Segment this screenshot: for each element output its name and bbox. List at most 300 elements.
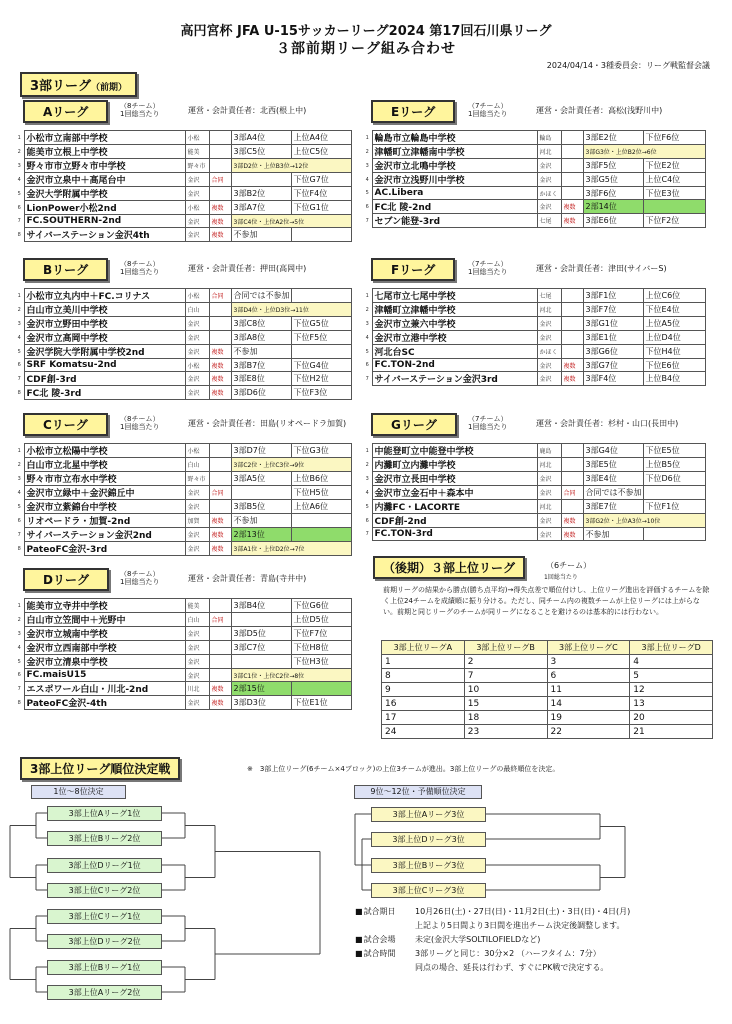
team-prev: 下位H8位 — [291, 641, 352, 655]
left-bracket-label: 1位〜8位決定 — [31, 785, 126, 799]
schedule-key: ■ 試合期日 — [355, 905, 415, 919]
row-number: 6 — [17, 672, 21, 678]
team-area: 野々市 — [185, 472, 209, 486]
team-area: 金沢 — [537, 173, 561, 187]
team-name: サイバーステーション金沢2nd — [24, 528, 185, 542]
team-area: 小松 — [185, 359, 209, 372]
team-status: 不参加 — [583, 528, 643, 541]
team-status: 3部B5位 — [231, 500, 291, 514]
upper-cell: 10 — [464, 683, 547, 697]
upper-rule: 1回総当たり — [544, 574, 578, 581]
upper-note: 前期リーグの結果から勝点(勝ち点平均)→得失点差で順位付けし、上位リーグ進出を評価するチームを除く上位24チームを成績順に振り分ける。ただし、同チーム内の複数チームが上位リーグには上がらない。前期と同じリーグのチームが同リーグになることを避けるのは基本的には行わない。 — [383, 586, 710, 616]
team-name: CDF創-2nd — [372, 514, 537, 528]
league-c-manager: 運営・会計責任者：田島(リオペードラ加賀) — [188, 419, 347, 428]
team-status: 不参加 — [231, 514, 291, 528]
row-number: 1 — [17, 602, 21, 609]
team-name: 金沢市立浅野川中学校 — [372, 173, 537, 187]
team-area: 金沢 — [185, 641, 209, 655]
team-name: FC.SOUTHERN-2nd — [24, 215, 185, 228]
row-number: 7 — [17, 375, 21, 382]
team-status: 3部G2位・上位A3位→10位 — [583, 514, 706, 528]
team-badge: 複数 — [209, 682, 231, 696]
team-status: 合同では不参加 — [583, 486, 643, 500]
row-number: 5 — [365, 348, 369, 355]
title-sub: ３部前期リーグ組み合わせ — [276, 41, 456, 57]
upper-cell: 4 — [630, 655, 713, 669]
row-number: 3 — [365, 320, 369, 327]
team-status: 3部C4位・上位A2位→5位 — [231, 215, 352, 228]
row-number: 5 — [17, 658, 21, 665]
row-number: 3 — [365, 475, 369, 482]
team-status: 3部D4位・上位D3位→11位 — [231, 303, 352, 317]
team-status: 3部D6位 — [231, 386, 291, 400]
league-g-label: Gリーグ — [371, 413, 457, 436]
ranking-note: ※ 3部上位リーグ(6チーム×4ブロック)の上位3チームが進出。3部上位リーグの最終順位を決定。 — [247, 765, 560, 773]
row-number: 4 — [17, 489, 21, 496]
team-name: 金沢市立紫錦台中学校 — [24, 500, 185, 514]
team-status: 3部A7位 — [231, 201, 291, 215]
league-f-label: Fリーグ — [371, 258, 455, 281]
team-prev: 下位F1位 — [643, 500, 706, 514]
row-number: 6 — [365, 362, 369, 368]
league-d-label: Dリーグ — [23, 568, 109, 591]
team-area: 金沢 — [185, 228, 209, 242]
team-name: SRF Komatsu-2nd — [24, 359, 185, 372]
row-number: 2 — [17, 148, 21, 155]
team-area: 金沢 — [185, 386, 209, 400]
row-number: 8 — [17, 545, 21, 552]
team-status: 3部F7位 — [583, 303, 643, 317]
row-number: 5 — [17, 190, 21, 197]
bracket-seed: 3部上位Cリーグ3位 — [371, 883, 486, 898]
team-prev: 上位D5位 — [291, 613, 352, 627]
team-status: 3部E8位 — [231, 372, 291, 386]
team-badge: 合同 — [209, 486, 231, 500]
team-status: 3部A8位 — [231, 331, 291, 345]
team-name: セブン能登-3rd — [372, 214, 537, 228]
team-status: 3部G4位 — [583, 444, 643, 458]
row-number: 5 — [17, 348, 21, 355]
team-area: 川北 — [185, 682, 209, 696]
team-area: 金沢 — [185, 187, 209, 201]
row-number: 1 — [17, 292, 21, 299]
team-name: 小松市立丸内中＋FC.コリナス — [24, 289, 185, 303]
row-number: 5 — [365, 503, 369, 510]
bracket-seed: 3部上位Bリーグ3位 — [371, 858, 486, 873]
league-a-manager: 運営・会計責任者：北西(根上中) — [188, 106, 307, 115]
row-number: 1 — [17, 447, 21, 454]
team-prev: 上位C4位 — [643, 173, 706, 187]
team-name: FC.TON-3rd — [372, 528, 537, 541]
team-area: 白山 — [185, 458, 209, 472]
team-status: 不参加 — [231, 228, 291, 242]
row-number: 5 — [17, 503, 21, 510]
team-area: 金沢 — [537, 200, 561, 214]
team-prev: 上位A4位 — [291, 131, 352, 145]
row-number: 6 — [17, 204, 21, 211]
row-number: 4 — [365, 334, 369, 341]
team-status: 3部D5位 — [231, 627, 291, 641]
team-badge: 合同 — [209, 613, 231, 627]
team-name: 金沢市立長田中学校 — [372, 472, 537, 486]
team-area: 金沢 — [185, 500, 209, 514]
team-prev: 上位A6位 — [291, 500, 352, 514]
team-name: FC.maisU15 — [24, 669, 185, 682]
team-area: 金沢 — [185, 345, 209, 359]
team-name: サイバーステーション金沢3rd — [372, 372, 537, 386]
upper-cell: 9 — [382, 683, 465, 697]
team-status: 3部G6位 — [583, 345, 643, 359]
team-status: 3部F4位 — [583, 372, 643, 386]
row-number: 1 — [365, 134, 369, 141]
team-area: 金沢 — [185, 669, 209, 682]
team-status: 3部C7位 — [231, 641, 291, 655]
team-status: 3部E1位 — [583, 331, 643, 345]
league-d-manager: 運営・会計責任者：青島(寺井中) — [188, 574, 307, 583]
row-number: 3 — [17, 162, 21, 169]
team-area: 金沢 — [537, 528, 561, 541]
schedule-row — [355, 919, 715, 933]
schedule-row — [355, 947, 715, 961]
team-name: 白山市立北星中学校 — [24, 458, 185, 472]
team-prev: 上位B6位 — [291, 472, 352, 486]
team-name: FC.TON-2nd — [372, 359, 537, 372]
team-badge: 合同 — [561, 486, 583, 500]
upper-cell: 11 — [547, 683, 630, 697]
team-name: 野々市市立野々市中学校 — [24, 159, 185, 173]
upper-cell: 18 — [464, 711, 547, 725]
team-name: 金沢市立清泉中学校 — [24, 655, 185, 669]
team-name: 金沢市立西南部中学校 — [24, 641, 185, 655]
row-number: 6 — [17, 362, 21, 368]
team-badge: 複数 — [209, 542, 231, 556]
team-status: 2部15位 — [231, 682, 291, 696]
team-name: 中能登町立中能登中学校 — [372, 444, 537, 458]
team-name: 内灘町立内灘中学校 — [372, 458, 537, 472]
team-status: 3部A1位・上位D2位→7位 — [231, 542, 352, 556]
team-badge: 複数 — [209, 228, 231, 242]
team-name: 金沢大学附属中学校 — [24, 187, 185, 201]
bracket-seed: 3部上位Cリーグ1位 — [47, 909, 162, 924]
team-badge: 複数 — [209, 345, 231, 359]
team-status: 2部14位 — [583, 200, 643, 214]
team-area: 河北 — [537, 303, 561, 317]
upper-cell: 5 — [630, 669, 713, 683]
team-status: 3部C2位・上位C3位→9位 — [231, 458, 352, 472]
team-area: 野々市 — [185, 159, 209, 173]
row-number: 3 — [365, 162, 369, 169]
schedule-value: 10月26日(土)・27日(日)・11月2日(土)・3日(日)・4日(月) — [415, 907, 631, 916]
row-number: 2 — [17, 461, 21, 468]
team-status: 3部C5位 — [231, 145, 291, 159]
team-name: AC.Libera — [372, 187, 537, 200]
row-number: 3 — [17, 630, 21, 637]
team-area: 金沢 — [185, 317, 209, 331]
schedule-value: 同点の場合、延長は行わず、すぐにPK戦で決定する。 — [415, 963, 609, 972]
bracket-seed: 3部上位Dリーグ2位 — [47, 934, 162, 949]
team-prev: 下位G3位 — [291, 444, 352, 458]
team-prev: 下位F2位 — [643, 214, 706, 228]
row-number: 7 — [365, 531, 369, 537]
team-name: 金沢市立城南中学校 — [24, 627, 185, 641]
league-f-manager: 運営・会計責任者：津田(サイバーS) — [536, 264, 667, 273]
league-a-label: Aリーグ — [23, 100, 108, 123]
team-status: 3部F5位 — [583, 159, 643, 173]
schedule-value: 未定(金沢大学SOLTILOFIELDなど) — [415, 935, 541, 944]
team-prev: 下位E5位 — [643, 444, 706, 458]
team-status: 3部D7位 — [231, 444, 291, 458]
team-area: 金沢 — [537, 372, 561, 386]
team-area: 小松 — [185, 289, 209, 303]
team-status: 3部E2位 — [583, 131, 643, 145]
team-area: 白山 — [185, 303, 209, 317]
team-area: 七尾 — [537, 289, 561, 303]
row-number: 4 — [17, 334, 21, 341]
team-name: 金沢学院大学附属中学校2nd — [24, 345, 185, 359]
team-area: 金沢 — [185, 696, 209, 710]
team-name: 金沢市立北鳴中学校 — [372, 159, 537, 173]
team-prev: 下位F3位 — [291, 386, 352, 400]
team-name: FC北 陵-2nd — [372, 200, 537, 214]
upper-cell: 12 — [630, 683, 713, 697]
schedule-key: ■ 試合会場 — [355, 933, 415, 947]
team-prev: 下位F5位 — [291, 331, 352, 345]
team-status: 3部E5位 — [583, 458, 643, 472]
team-prev: 下位E6位 — [643, 359, 706, 372]
team-name: 七尾市立七尾中学校 — [372, 289, 537, 303]
upper-header: 3部上位リーグB — [464, 641, 547, 655]
team-name: 能美市立根上中学校 — [24, 145, 185, 159]
team-area: 金沢 — [537, 514, 561, 528]
row-number: 5 — [365, 190, 369, 196]
team-prev: 下位D6位 — [643, 472, 706, 486]
row-number: 8 — [17, 389, 21, 396]
team-name: リオペードラ・加賀-2nd — [24, 514, 185, 528]
team-area: かほく — [537, 345, 561, 359]
team-name: 野々市市立布水中学校 — [24, 472, 185, 486]
team-badge: 複数 — [209, 215, 231, 228]
team-status: 3部A5位 — [231, 472, 291, 486]
team-area: 金沢 — [185, 528, 209, 542]
team-name: 白山市立笠間中＋光野中 — [24, 613, 185, 627]
team-badge: 複数 — [561, 514, 583, 528]
row-number: 4 — [17, 644, 21, 651]
team-badge: 複数 — [209, 372, 231, 386]
team-status: 3部C8位 — [231, 317, 291, 331]
team-status: 3部E6位 — [583, 214, 643, 228]
schedule-value: 3部リーグと同じ：30分×2 （ハーフタイム：7分） — [415, 949, 601, 958]
team-badge: 複数 — [209, 201, 231, 215]
team-name: 金沢市立高岡中学校 — [24, 331, 185, 345]
row-number: 1 — [365, 447, 369, 454]
row-number: 2 — [365, 148, 369, 155]
upper-cell: 6 — [547, 669, 630, 683]
team-prev: 下位G5位 — [291, 317, 352, 331]
team-badge: 合同 — [209, 289, 231, 303]
team-prev: 下位G6位 — [291, 599, 352, 613]
upper-cell: 1 — [382, 655, 465, 669]
row-number: 7 — [365, 217, 369, 224]
team-name: 輪島市立輪島中学校 — [372, 131, 537, 145]
team-area: 加賀 — [185, 514, 209, 528]
team-name: 内灘FC・LACORTE — [372, 500, 537, 514]
league-c-label: Cリーグ — [23, 413, 108, 436]
schedule-value: 上記より5日間より3日間を進出チーム決定後調整します。 — [415, 921, 625, 930]
league-d-count-block: （8チーム） 1回総当たり — [120, 570, 160, 586]
team-prev: 下位E2位 — [643, 159, 706, 173]
bracket-seed: 3部上位Dリーグ3位 — [371, 832, 486, 847]
schedule-row — [355, 905, 715, 919]
team-name: FC北 陵-3rd — [24, 386, 185, 400]
team-status: 2部13位 — [231, 528, 291, 542]
team-prev: 下位H2位 — [291, 372, 352, 386]
upper-cell: 17 — [382, 711, 465, 725]
team-area: 小松 — [185, 201, 209, 215]
team-status: 3部C1位・上位C2位→8位 — [231, 669, 352, 682]
bracket-seed: 3部上位Aリーグ3位 — [371, 807, 486, 822]
team-name: 河北台SC — [372, 345, 537, 359]
upper-header: 3部上位リーグA — [382, 641, 465, 655]
team-badge: 複数 — [561, 372, 583, 386]
team-status: 3部D3位 — [231, 696, 291, 710]
team-status: 3部G3位・上位B2位→6位 — [583, 145, 706, 159]
bracket-seed: 3部上位Cリーグ2位 — [47, 883, 162, 898]
team-name: 小松市立南部中学校 — [24, 131, 185, 145]
row-number: 4 — [365, 489, 369, 496]
team-badge: 複数 — [561, 214, 583, 228]
team-badge: 複数 — [561, 200, 583, 214]
upper-cell: 16 — [382, 697, 465, 711]
team-name: エスポワール白山・川北-2nd — [24, 682, 185, 696]
schedule-row — [355, 933, 715, 947]
team-name: 金沢市立金石中＋森本中 — [372, 486, 537, 500]
team-status: 3部E4位 — [583, 472, 643, 486]
league-c-count-block: （8チーム） 1回総当たり — [120, 415, 160, 431]
row-number: 2 — [365, 461, 369, 468]
team-badge: 複数 — [209, 514, 231, 528]
row-number: 1 — [365, 292, 369, 299]
team-name: 金沢市立緑中＋金沢錦丘中 — [24, 486, 185, 500]
upper-cell: 20 — [630, 711, 713, 725]
team-status: 3部G7位 — [583, 359, 643, 372]
team-status: 3部B4位 — [231, 599, 291, 613]
section-label: 3部リーグ（前期） — [20, 72, 137, 97]
team-area: 能美 — [185, 145, 209, 159]
upper-cell: 14 — [547, 697, 630, 711]
row-number: 4 — [365, 176, 369, 183]
team-status: 3部D2位・上位B3位→12位 — [231, 159, 352, 173]
league-b-label: Bリーグ — [23, 258, 108, 281]
team-prev: 上位B5位 — [643, 458, 706, 472]
team-prev: 下位F4位 — [291, 187, 352, 201]
team-prev: 下位E1位 — [291, 696, 352, 710]
team-area: 輪島 — [537, 131, 561, 145]
schedule-row — [355, 961, 715, 975]
team-area: 金沢 — [185, 655, 209, 669]
team-prev: 下位E4位 — [643, 303, 706, 317]
team-name: 津幡町立津幡中学校 — [372, 303, 537, 317]
league-e-count-block: （7チーム） 1回総当たり — [468, 102, 508, 118]
team-prev: 下位E3位 — [643, 187, 706, 200]
team-badge: 合同 — [209, 173, 231, 187]
upper-cell: 8 — [382, 669, 465, 683]
ranking-label: 3部上位リーグ順位決定戦 — [20, 757, 180, 780]
bracket-seed: 3部上位Bリーグ1位 — [47, 960, 162, 975]
upper-cell: 2 — [464, 655, 547, 669]
upper-cell: 24 — [382, 725, 465, 739]
team-badge: 複数 — [561, 528, 583, 541]
right-bracket-label: 9位〜12位・予備順位決定 — [354, 785, 482, 799]
upper-cell: 3 — [547, 655, 630, 669]
row-number: 3 — [17, 475, 21, 482]
league-e-manager: 運営・会計責任者：高松(浅野川中) — [536, 106, 663, 115]
team-area: 金沢 — [537, 486, 561, 500]
team-badge: 複数 — [209, 386, 231, 400]
row-number: 6 — [17, 517, 21, 524]
league-g-count-block: （7チーム） 1回総当たり — [468, 415, 508, 431]
league-g-manager: 運営・会計責任者：杉村・山口(長田中) — [536, 419, 679, 428]
row-number: 8 — [17, 699, 21, 706]
team-badge: 複数 — [209, 696, 231, 710]
team-name: 金沢市立野田中学校 — [24, 317, 185, 331]
team-prev: 下位G1位 — [291, 201, 352, 215]
upper-cell: 19 — [547, 711, 630, 725]
team-prev: 下位H4位 — [643, 345, 706, 359]
date-line: 2024/04/14・3種委員会：リーグ戦監督会議 — [546, 61, 710, 70]
team-area: 金沢 — [185, 331, 209, 345]
row-number: 4 — [17, 176, 21, 183]
team-area: 河北 — [537, 500, 561, 514]
row-number: 2 — [17, 616, 21, 623]
league-b-manager: 運営・会計責任者：押田(高岡中) — [188, 264, 307, 273]
team-area: 金沢 — [537, 472, 561, 486]
upper-cell: 22 — [547, 725, 630, 739]
team-area: 小松 — [185, 131, 209, 145]
title-main: 高円宮杯 JFA U-15サッカーリーグ2024 第17回石川県リーグ — [180, 24, 552, 39]
team-name: PateoFC金沢-3rd — [24, 542, 185, 556]
team-prev: 上位C6位 — [643, 289, 706, 303]
team-prev: 下位H3位 — [291, 655, 352, 669]
upper-header: 3部上位リーグC — [547, 641, 630, 655]
upper-cell: 15 — [464, 697, 547, 711]
upper-cell: 23 — [464, 725, 547, 739]
team-area: 小松 — [185, 444, 209, 458]
team-name: 金沢市立港中学校 — [372, 331, 537, 345]
league-b-count-block: （8チーム） 1回総当たり — [120, 260, 160, 276]
team-status: 3部E7位 — [583, 500, 643, 514]
team-status: 不参加 — [231, 345, 291, 359]
league-e-label: Eリーグ — [371, 100, 455, 123]
team-status: 3部A4位 — [231, 131, 291, 145]
team-prev: 上位C5位 — [291, 145, 352, 159]
team-status: 3部F1位 — [583, 289, 643, 303]
team-name: 小松市立松陽中学校 — [24, 444, 185, 458]
team-area: 河北 — [537, 458, 561, 472]
team-area: 金沢 — [185, 627, 209, 641]
upper-cell: 13 — [630, 697, 713, 711]
upper-cell: 21 — [630, 725, 713, 739]
team-area: 金沢 — [185, 486, 209, 500]
team-badge: 複数 — [561, 359, 583, 372]
team-status: 合同では不参加 — [231, 289, 291, 303]
team-area: 金沢 — [537, 359, 561, 372]
team-prev: 上位D4位 — [643, 331, 706, 345]
team-area: 金沢 — [537, 331, 561, 345]
team-prev: 上位B4位 — [643, 372, 706, 386]
row-number: 6 — [365, 517, 369, 524]
team-prev: 下位G7位 — [291, 173, 352, 187]
row-number: 7 — [17, 531, 21, 538]
